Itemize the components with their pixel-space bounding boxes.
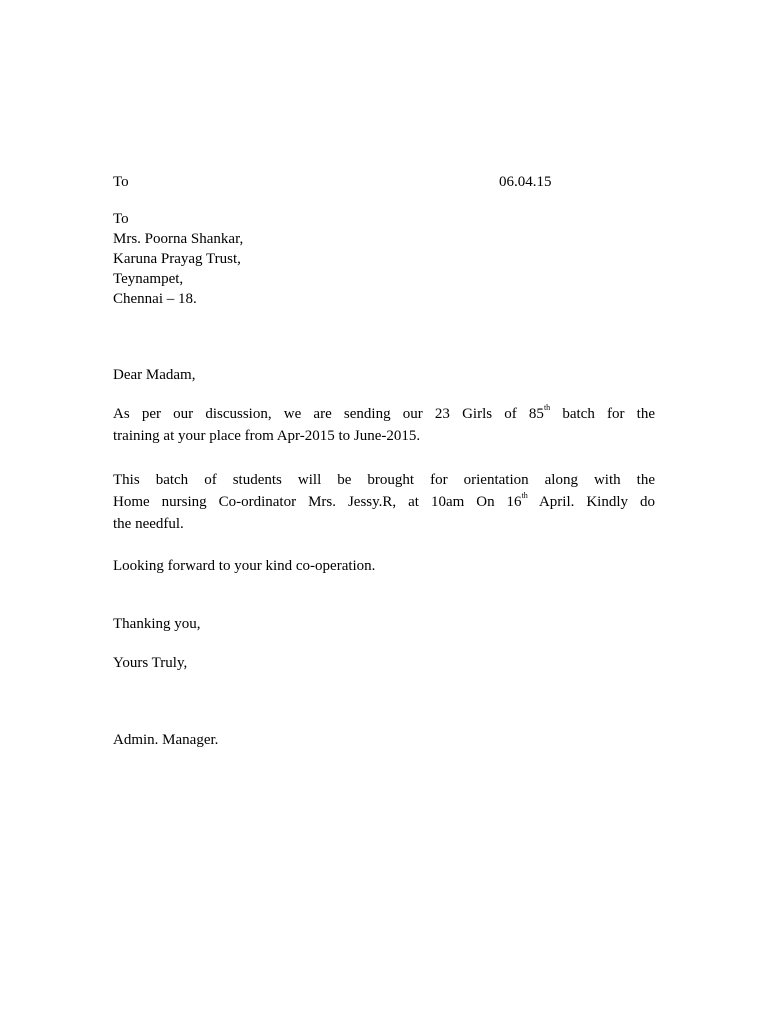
signature-title: Admin. Manager. xyxy=(113,732,219,748)
salutation: Dear Madam, xyxy=(113,367,196,383)
header-to-label: To xyxy=(113,174,129,190)
ordinal-suffix: th xyxy=(543,403,551,412)
closing-thanks: Thanking you, xyxy=(113,616,201,632)
paragraph-orientation-line-2 xyxy=(113,492,655,512)
batch-text-b: batch for the xyxy=(550,406,655,422)
closing-yours: Yours Truly, xyxy=(113,655,188,671)
recipient-city: Chennai – 18. xyxy=(113,291,197,307)
paragraph-batch-line-2: training at your place from Apr-2015 to June-2015. xyxy=(113,428,421,444)
address-to: To xyxy=(113,211,129,227)
recipient-name: Mrs. Poorna Shankar, xyxy=(113,231,244,247)
paragraph-orientation-line-1: This batch of students will be brought for orientation along with the xyxy=(113,472,655,488)
batch-text-a: As per our discussion, we are sending our 23 Girls of 85 xyxy=(113,406,544,422)
recipient-area: Teynampet, xyxy=(113,271,184,287)
ordinal-suffix: th xyxy=(521,491,528,500)
paragraph-orientation-line-3: the needful. xyxy=(113,516,184,532)
letter-date: 06.04.15 xyxy=(499,174,552,190)
orientation-text-a: Home nursing Co-ordinator Mrs. Jessy.R, at 10am On 16 xyxy=(113,494,522,510)
recipient-organization: Karuna Prayag Trust, xyxy=(113,251,241,267)
paragraph-batch-line-1 xyxy=(113,404,655,424)
orientation-text-b: April. Kindly do xyxy=(527,494,655,510)
paragraph-looking-forward: Looking forward to your kind co-operation. xyxy=(113,558,376,574)
